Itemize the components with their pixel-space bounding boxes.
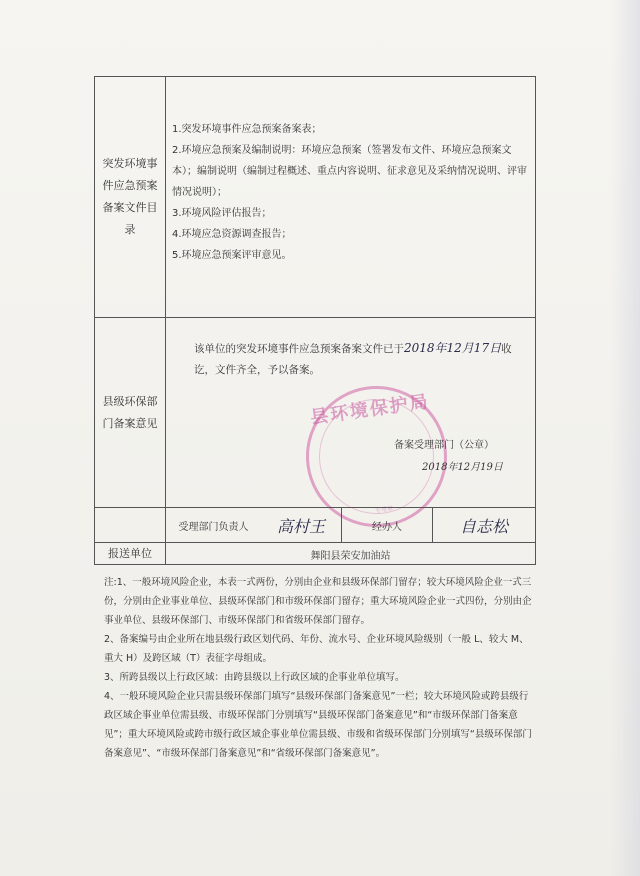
opinion-content <box>166 318 535 515</box>
list-item: 1.突发环境事件应急预案备案表； <box>172 124 322 135</box>
file-list-row <box>95 77 535 317</box>
list-item: 4.环境应急资源调查报告； <box>172 229 292 240</box>
file-list-label-text: 突发环境事件应急预案备案文件目录 <box>102 157 158 236</box>
signature-cells <box>166 508 535 543</box>
list-item: 5.环境应急预案评审意见。 <box>172 250 292 261</box>
statement-date: 2018年12月17日 <box>404 341 502 355</box>
signature-row-blank-label <box>95 508 166 543</box>
manager-signature-text: 高村王 <box>276 517 325 536</box>
note-item: 2、备案编号由企业所在地县级行政区划代码、年份、流水号、企业环境风险级别（一般 L、较大 M、重大 H）及跨区域（T）表征字母组成。 <box>104 634 529 664</box>
seal-text: 县环境保护局 <box>309 391 431 429</box>
note-item: 3、所跨县级以上行政区域：由跨县级以上行政区域的企事业单位填写。 <box>104 672 405 683</box>
note-item: 注:1、一般环境风险企业，本表一式两份，分别由企业和县级环保部门留存；较大环境风险企业一式三份，分别由企业事业单位、县级环保部门和市级环保部门留存；重大环境风险企业一式四份，分别由企事业单位、县级环保部门、市级环保部门和省级环保部门留存。 <box>104 577 532 626</box>
filing-form-table <box>94 76 536 565</box>
opinion-label-text: 县级环保部门备案意见 <box>102 395 158 430</box>
unit-label: 报送单位 <box>95 543 166 565</box>
unit-value: 舞阳县荣安加油站 <box>310 550 391 562</box>
handler-signature: 自志松 <box>459 517 508 536</box>
filing-dept-label: 备案受理部门（公章） <box>394 440 494 451</box>
seal-subtext: 专用章 <box>374 505 394 515</box>
statement-part1: 该单位的突发环境事件应急预案备案文件已于 <box>194 343 404 355</box>
file-list-label <box>95 77 166 317</box>
manager-label: 受理部门负责人 <box>178 522 249 533</box>
handler-label-text: 经办人 <box>372 522 402 533</box>
statement-part2: 收讫，文件齐全，予以备案。 <box>194 343 512 376</box>
notes-section <box>104 573 536 763</box>
file-list <box>172 119 532 266</box>
file-list-content <box>166 77 535 317</box>
page-edge-shadow <box>610 0 640 876</box>
opinion-row <box>95 317 535 515</box>
handler-label <box>342 508 433 543</box>
list-item: 2.环境应急预案及编制说明：环境应急预案（签署发布文件、环境应急预案文本）；编制说明（编制过程概述、重点内容说明、征求意见及采纳情况说明、评审情况说明）； <box>172 145 527 198</box>
filing-dept-date: 2018年12月19日 <box>422 462 503 473</box>
filing-statement <box>194 338 524 381</box>
list-item: 3.环境风险评估报告； <box>172 208 272 219</box>
signature-row <box>95 507 535 543</box>
manager-signature <box>261 508 342 543</box>
note-item: 4、一般环境风险企业只需县级环保部门填写“县级环保部门备案意见”一栏；较大环境风险或跨县级行政区域企事业单位需县级、市级环保部门分别填写“县级环保部门备案意见”和“市级环保部门备案意见”；重大环境风险或跨市级行政区域企事业单位需县级、市级和省级环保部门分别填写“县级环保部门备案意见”、“市级环保部门备案意见”和“省级环保部门备案意见”。 <box>104 691 532 759</box>
unit-row <box>95 542 535 565</box>
opinion-label <box>95 318 166 508</box>
